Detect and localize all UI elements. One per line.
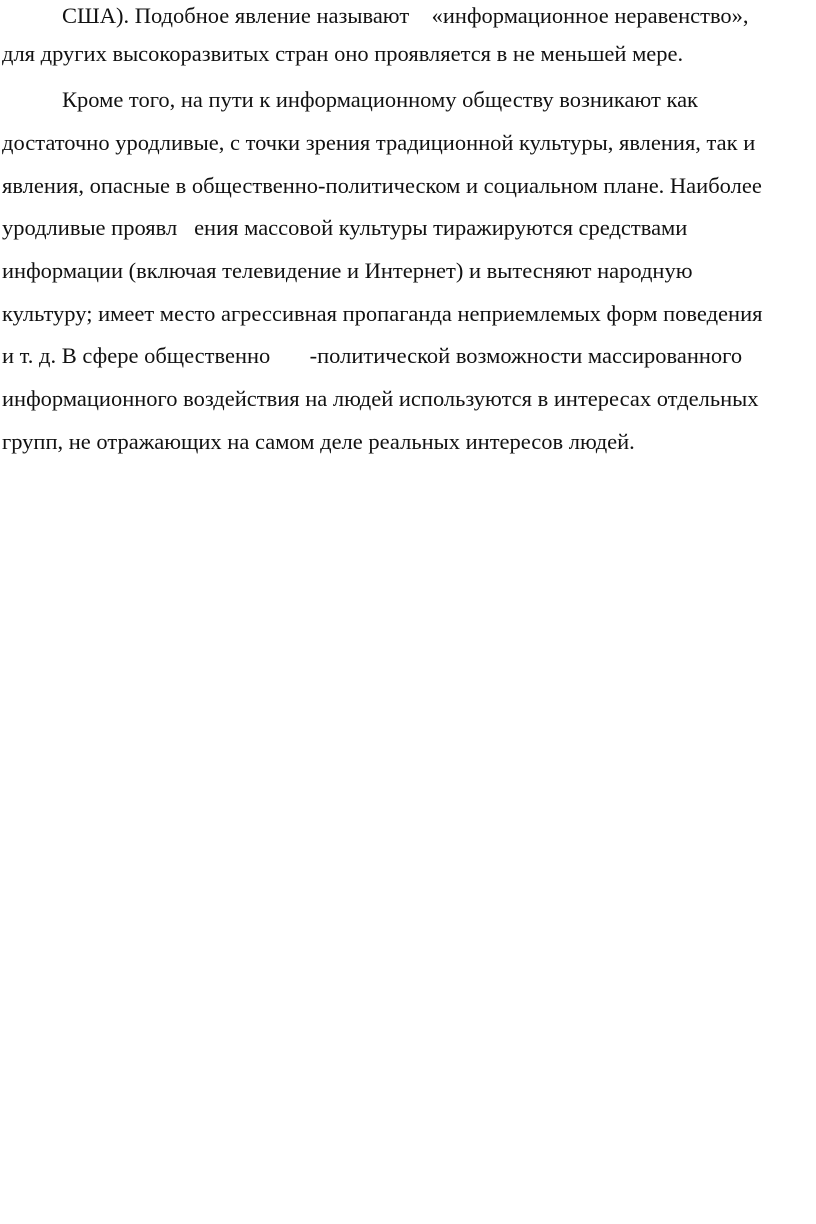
- text-line-6: уродливые проявл ения массовой культуры тиражируются средствами: [2, 215, 688, 240]
- text-line-8: культуру; имеет место агрессивная пропаганда неприемлемых форм поведения: [2, 301, 763, 326]
- text-line-11: групп, не отражающих на самом деле реальных интересов людей.: [2, 429, 635, 454]
- text-line-10: информационного воздействия на людей используются в интересах отдельных: [2, 386, 759, 411]
- text-line-7: информации (включая телевидение и Интернет) и вытесняют народную: [2, 258, 693, 283]
- text-line-4: достаточно уродливые, с точки зрения традиционной культуры, явления, так и: [2, 130, 756, 155]
- text-line-1: США). Подобное явление называют «информационное неравенство»,: [62, 3, 749, 28]
- text-line-9: и т. д. В сфере общественно -политической возможности массированного: [2, 343, 743, 368]
- paragraph-start-line: Кроме того, на пути к информационному обществу возникают как: [62, 87, 698, 112]
- text-line-5: явления, опасные в общественно-политическом и социальном плане. Наиболее: [2, 173, 762, 198]
- text-line-2: для других высокоразвитых стран оно проявляется в не меньшей мере.: [2, 41, 684, 66]
